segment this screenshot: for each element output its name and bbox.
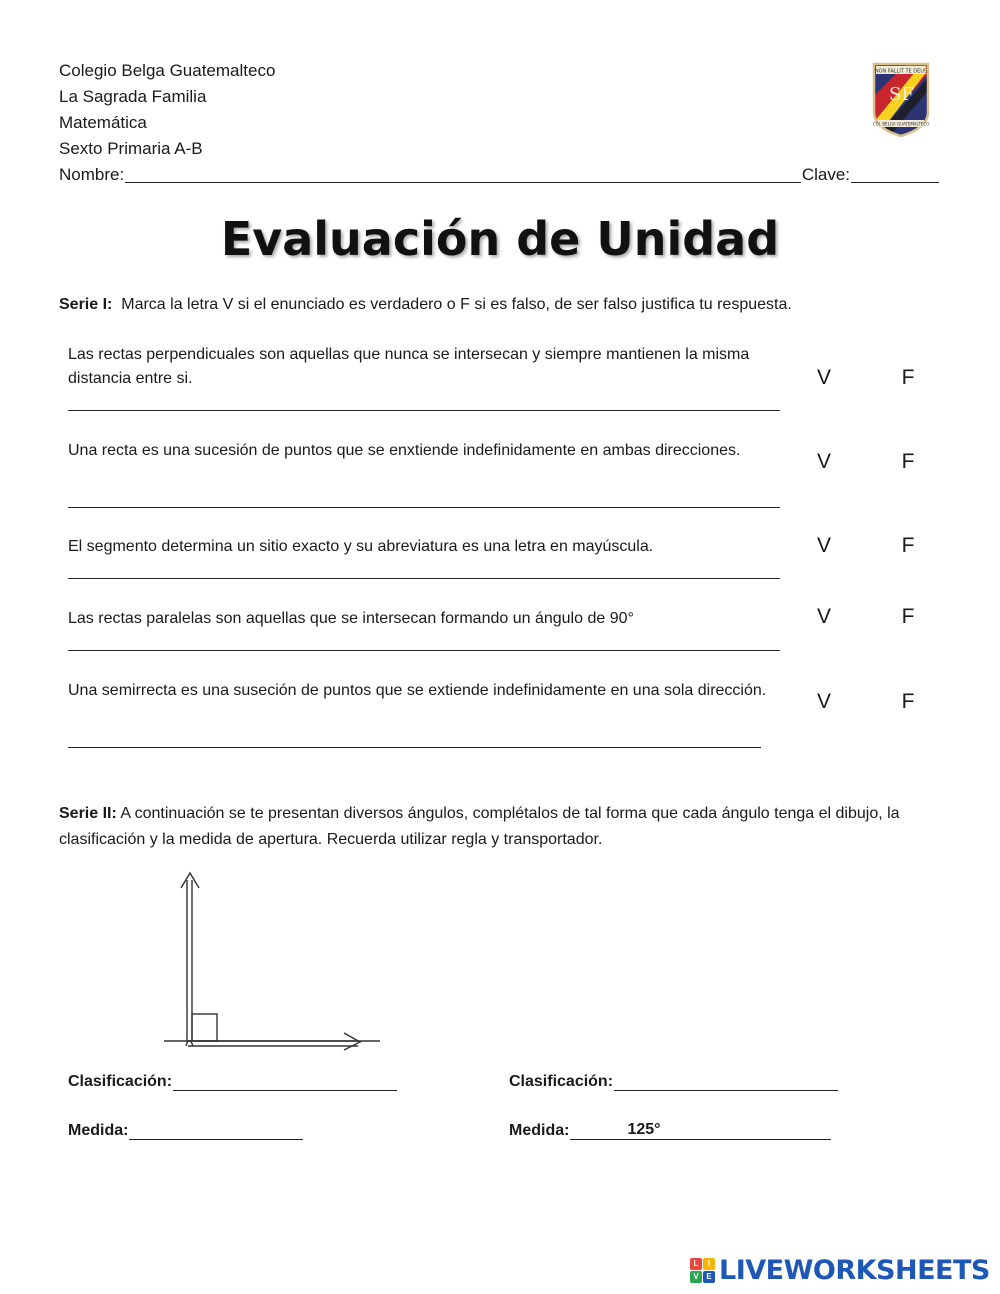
serie1-instruction bbox=[59, 292, 959, 318]
right-angle-drawing bbox=[160, 868, 385, 1053]
true-option-1[interactable]: V bbox=[816, 366, 831, 389]
grade: Sexto Primaria A-B bbox=[59, 139, 203, 158]
justification-line-4[interactable] bbox=[68, 650, 780, 651]
justification-line-5[interactable] bbox=[68, 747, 761, 748]
true-option-5[interactable]: V bbox=[816, 690, 831, 713]
statement-4: Las rectas paralelas son aquellas que se intersecan formando un ángulo de 90° bbox=[68, 610, 634, 627]
false-option-1[interactable]: F bbox=[901, 366, 915, 389]
true-option-4[interactable]: V bbox=[816, 605, 831, 628]
watermark-text: LIVEWORKSHEETS bbox=[719, 1254, 990, 1286]
classification-left bbox=[68, 1072, 397, 1091]
liveworksheets-logo-icon bbox=[690, 1258, 715, 1283]
liveworksheets-watermark bbox=[690, 1255, 990, 1285]
crest-monogram: SF bbox=[889, 84, 914, 105]
serie2-instruction bbox=[59, 801, 959, 853]
classification-right bbox=[509, 1072, 838, 1091]
name-label: Nombre: bbox=[59, 165, 125, 184]
school-crest-logo bbox=[870, 60, 932, 138]
subject: Matemática bbox=[59, 113, 147, 132]
measure-left bbox=[68, 1121, 303, 1140]
serie1-instruction-text: Marca la letra V si el enunciado es verdadero o F si es falso, de ser falso justifica tu respuesta. bbox=[121, 296, 792, 313]
classification-left-label: Clasificación: bbox=[68, 1073, 173, 1090]
crest-motto-bottom: COL BELGA GUATEMALTECO bbox=[872, 121, 930, 127]
statement-1: Las rectas perpendicuales son aquellas que nunca se intersecan y siempre mantienen la misma distancia entre si. bbox=[68, 346, 750, 387]
logo-block-i: I bbox=[703, 1258, 715, 1270]
false-option-2[interactable]: F bbox=[901, 450, 915, 473]
logo-block-l: L bbox=[690, 1258, 702, 1270]
crest-motto-top: NON FALLIT TE DEUS bbox=[874, 68, 928, 75]
statement-5: Una semirrecta es una suseción de puntos que se extiende indefinidamente en una sola dirección. bbox=[68, 682, 767, 699]
false-option-5[interactable]: F bbox=[901, 690, 915, 713]
clave-label: Clave: bbox=[801, 165, 850, 184]
serie2-label: Serie II: bbox=[59, 805, 117, 822]
measure-right-field[interactable] bbox=[570, 1121, 831, 1140]
justification-line-3[interactable] bbox=[68, 578, 780, 579]
false-option-3[interactable]: F bbox=[901, 534, 915, 557]
school-subtitle: La Sagrada Familia bbox=[59, 87, 207, 106]
true-option-2[interactable]: V bbox=[816, 450, 831, 473]
measure-right bbox=[509, 1121, 831, 1140]
page-title: Evaluación de Unidad bbox=[220, 212, 780, 266]
statement-3: El segmento determina un sitio exacto y su abreviatura es una letra en mayúscula. bbox=[68, 538, 654, 555]
justification-line-2[interactable] bbox=[68, 507, 780, 508]
name-field[interactable] bbox=[125, 162, 801, 183]
logo-block-e: E bbox=[703, 1271, 715, 1283]
classification-left-field[interactable] bbox=[173, 1072, 397, 1091]
clave-field[interactable] bbox=[851, 162, 939, 183]
measure-right-value: 125° bbox=[627, 1121, 661, 1138]
statement-2: Una recta es una sucesión de puntos que se enxtiende indefinidamente en ambas direcciones. bbox=[68, 442, 741, 459]
justification-line-1[interactable] bbox=[68, 410, 780, 411]
serie2-instruction-text: A continuación se te presentan diversos ángulos, complétalos de tal forma que cada ángulo tenga el dibujo, la clasificación y la medida de apertura. Recuerda utilizar regla y transportador. bbox=[59, 805, 900, 848]
serie1-label: Serie I: bbox=[59, 296, 113, 313]
classification-right-label: Clasificación: bbox=[509, 1073, 614, 1090]
measure-left-label: Medida: bbox=[68, 1122, 129, 1139]
logo-block-v: V bbox=[690, 1271, 702, 1283]
school-name: Colegio Belga Guatemalteco bbox=[59, 61, 276, 80]
name-row bbox=[59, 162, 939, 188]
true-option-3[interactable]: V bbox=[816, 534, 831, 557]
measure-left-field[interactable] bbox=[129, 1121, 303, 1140]
false-option-4[interactable]: F bbox=[901, 605, 915, 628]
measure-right-label: Medida: bbox=[509, 1122, 570, 1139]
classification-right-field[interactable] bbox=[614, 1072, 838, 1091]
